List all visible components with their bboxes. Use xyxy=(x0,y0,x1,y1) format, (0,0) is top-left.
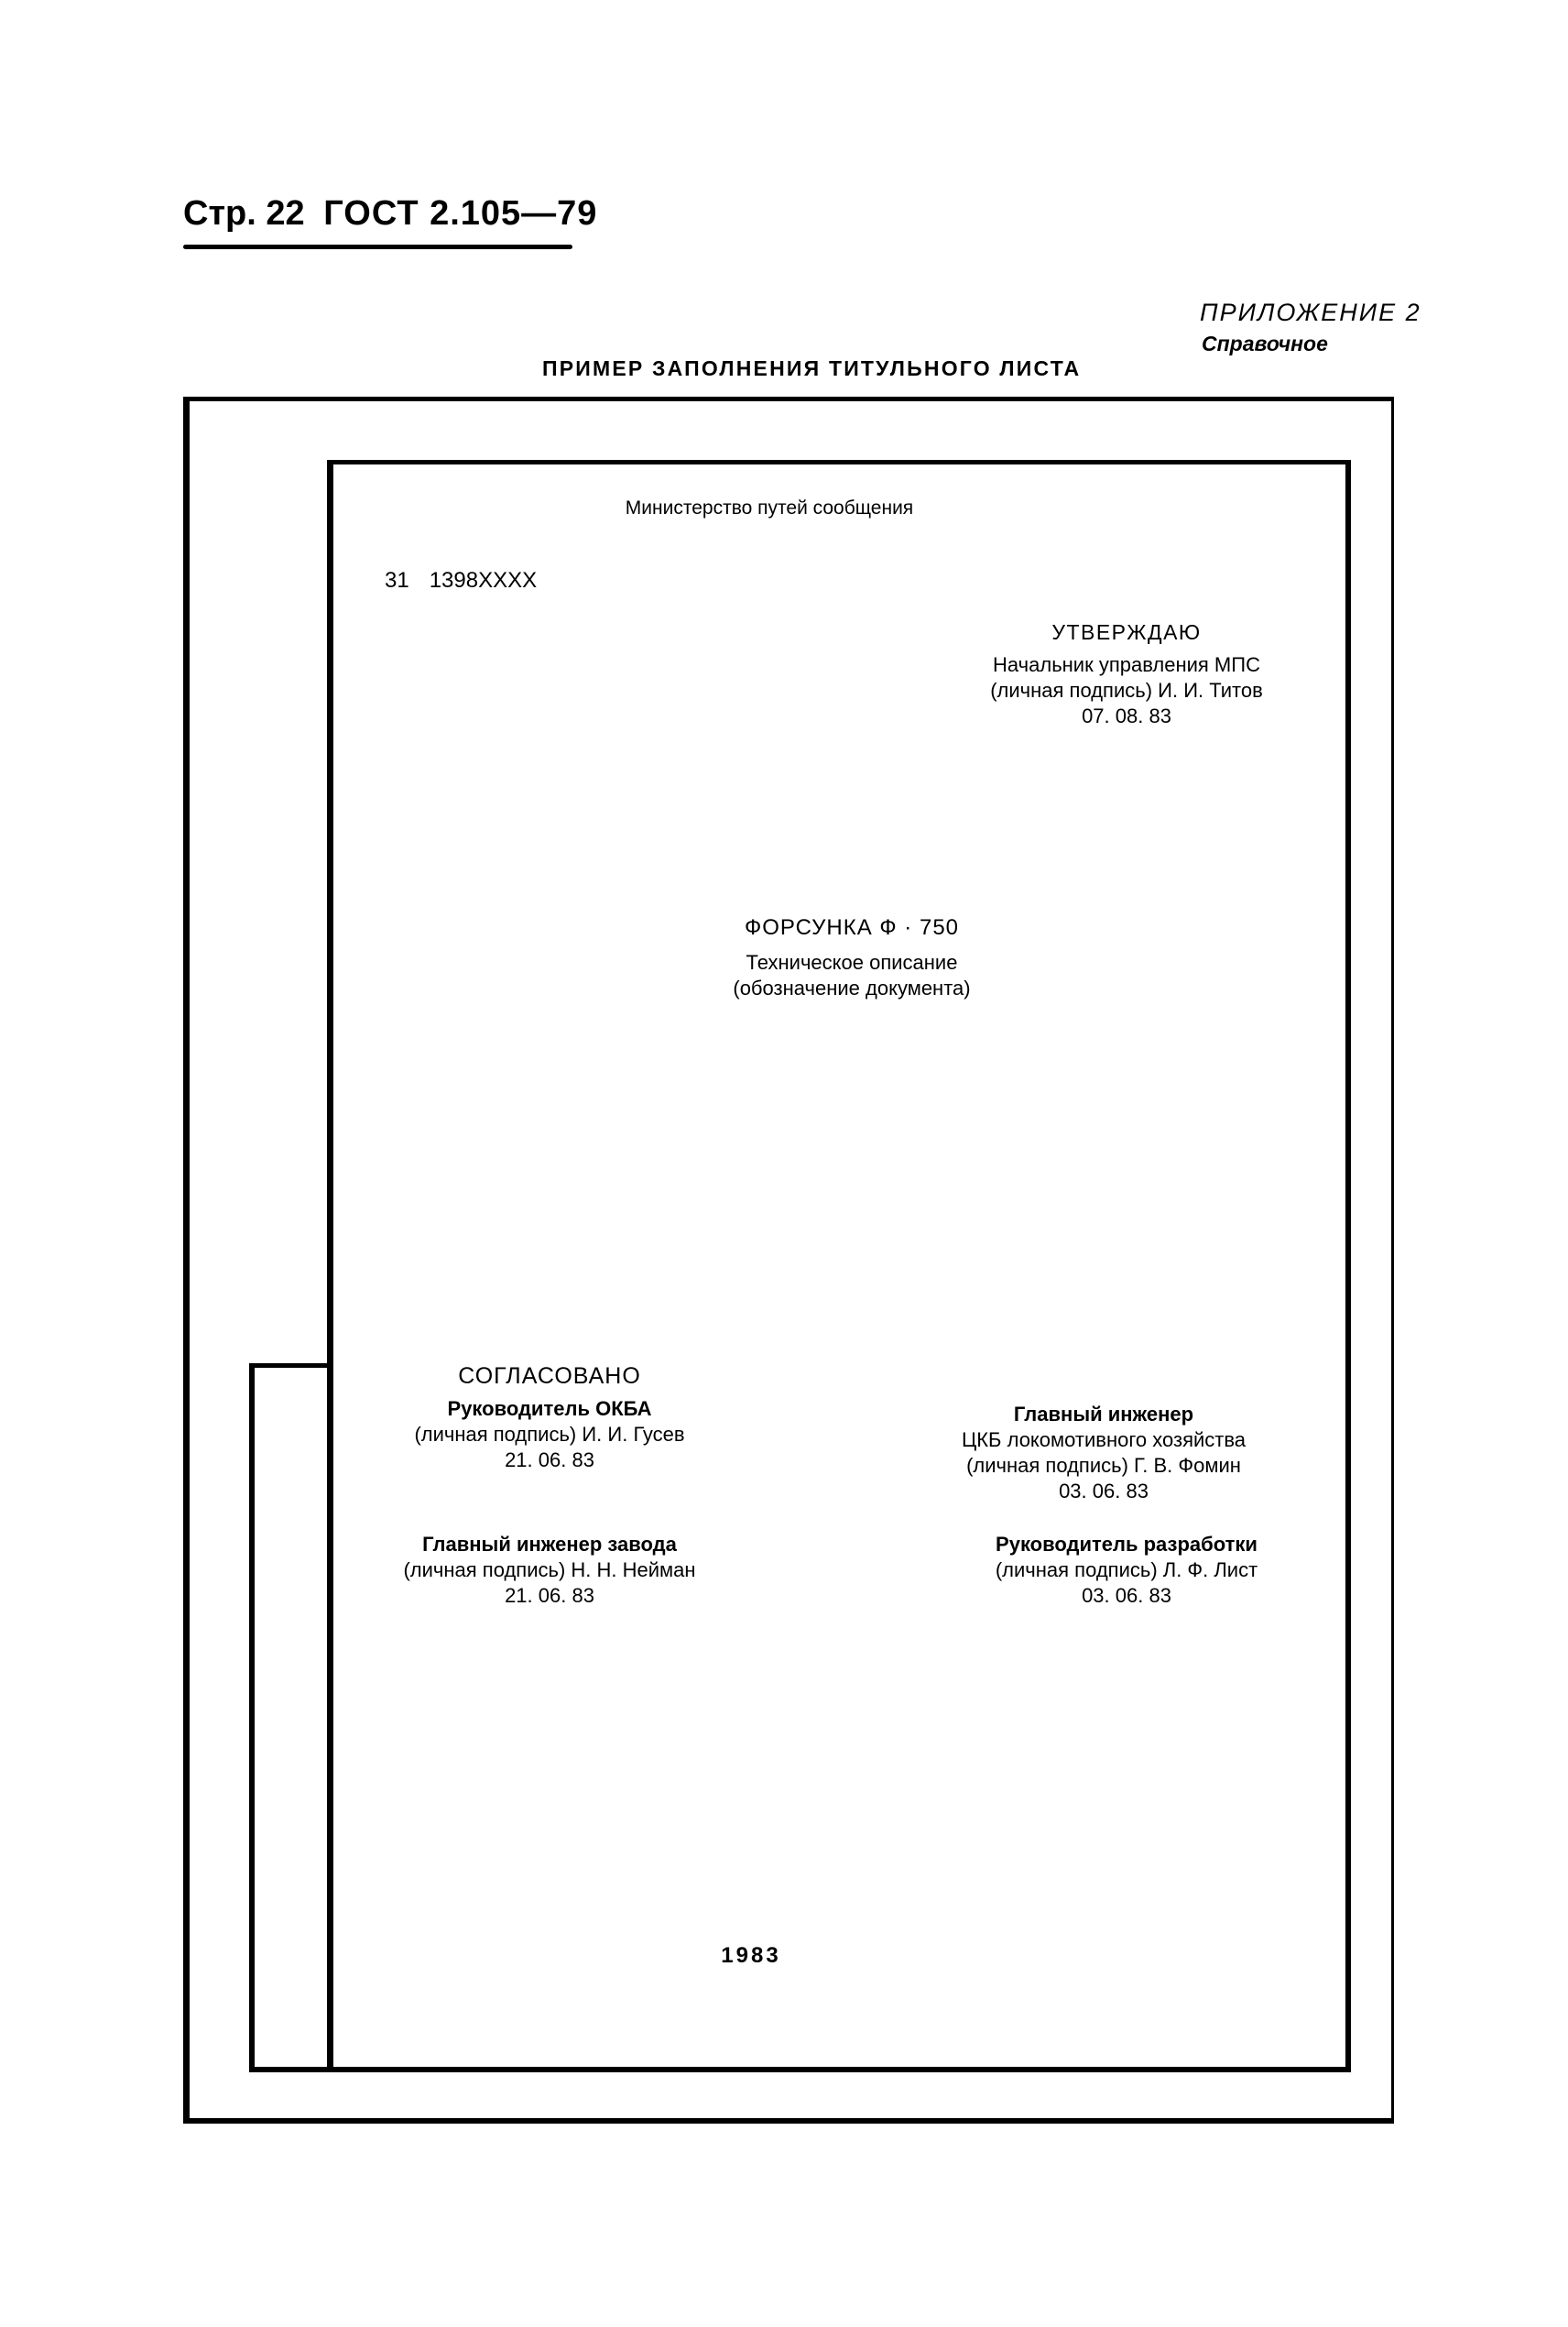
signer-signature: (личная подпись) Г. В. Фомин xyxy=(966,1454,1241,1477)
approval-signature: (личная подпись) И. И. Титов xyxy=(990,679,1263,702)
signer-position: Главный инженер завода xyxy=(422,1533,677,1556)
signer-signature: (личная подпись) Н. Н. Нейман xyxy=(403,1558,696,1581)
signer-organization: ЦКБ локомотивного хозяйства xyxy=(961,1428,1247,1451)
approval-block xyxy=(953,619,1301,729)
signer-date: 21. 06. 83 xyxy=(505,1584,594,1607)
section-title: ПРИМЕР ЗАПОЛНЕНИЯ ТИТУЛЬНОГО ЛИСТА xyxy=(542,356,1082,380)
product-title-block xyxy=(678,915,1026,1001)
signer-date: 03. 06. 83 xyxy=(1059,1480,1149,1502)
signer-position: Руководитель разработки xyxy=(996,1533,1258,1556)
product-name: ФОРСУНКА Ф · 750 xyxy=(744,915,960,940)
page-number: Стр. 22 xyxy=(183,194,305,233)
binding-margin-box xyxy=(249,1363,333,2072)
code-prefix: 31 xyxy=(385,568,409,593)
approval-date: 07. 08. 83 xyxy=(1082,705,1171,727)
signer-date: 21. 06. 83 xyxy=(505,1448,594,1471)
document-type: Техническое описание xyxy=(746,951,958,974)
approval-position: Начальник управления МПС xyxy=(993,653,1260,676)
approval-heading: УТВЕРЖДАЮ xyxy=(1051,620,1202,644)
year: 1983 xyxy=(721,1943,781,1968)
signer-signature: (личная подпись) Л. Ф. Лист xyxy=(995,1558,1258,1581)
signer-block xyxy=(907,1402,1301,1504)
appendix-label: ПРИЛОЖЕНИЕ 2 xyxy=(1200,299,1421,326)
signer-signature: (личная подпись) И. И. Гусев xyxy=(414,1423,685,1446)
signer-date: 03. 06. 83 xyxy=(1082,1584,1171,1607)
signer-position: Руководитель ОКБА xyxy=(447,1397,652,1420)
appendix-type: Справочное xyxy=(1202,332,1328,355)
code-number: 1398XXXX xyxy=(429,568,538,593)
page-header xyxy=(183,194,597,233)
header-underline xyxy=(183,245,572,249)
signer-position: Главный инженер xyxy=(1013,1403,1194,1426)
document-code xyxy=(385,568,537,594)
signer-block xyxy=(943,1532,1310,1609)
agreed-heading: СОГЛАСОВАНО xyxy=(458,1363,641,1389)
agreed-block xyxy=(357,1363,742,1473)
standard-number: ГОСТ 2.105—79 xyxy=(323,194,598,233)
ministry-name: Министерство путей сообщения xyxy=(625,497,914,519)
document-designation: (обозначение документа) xyxy=(733,977,971,1000)
signer-block xyxy=(357,1532,742,1609)
